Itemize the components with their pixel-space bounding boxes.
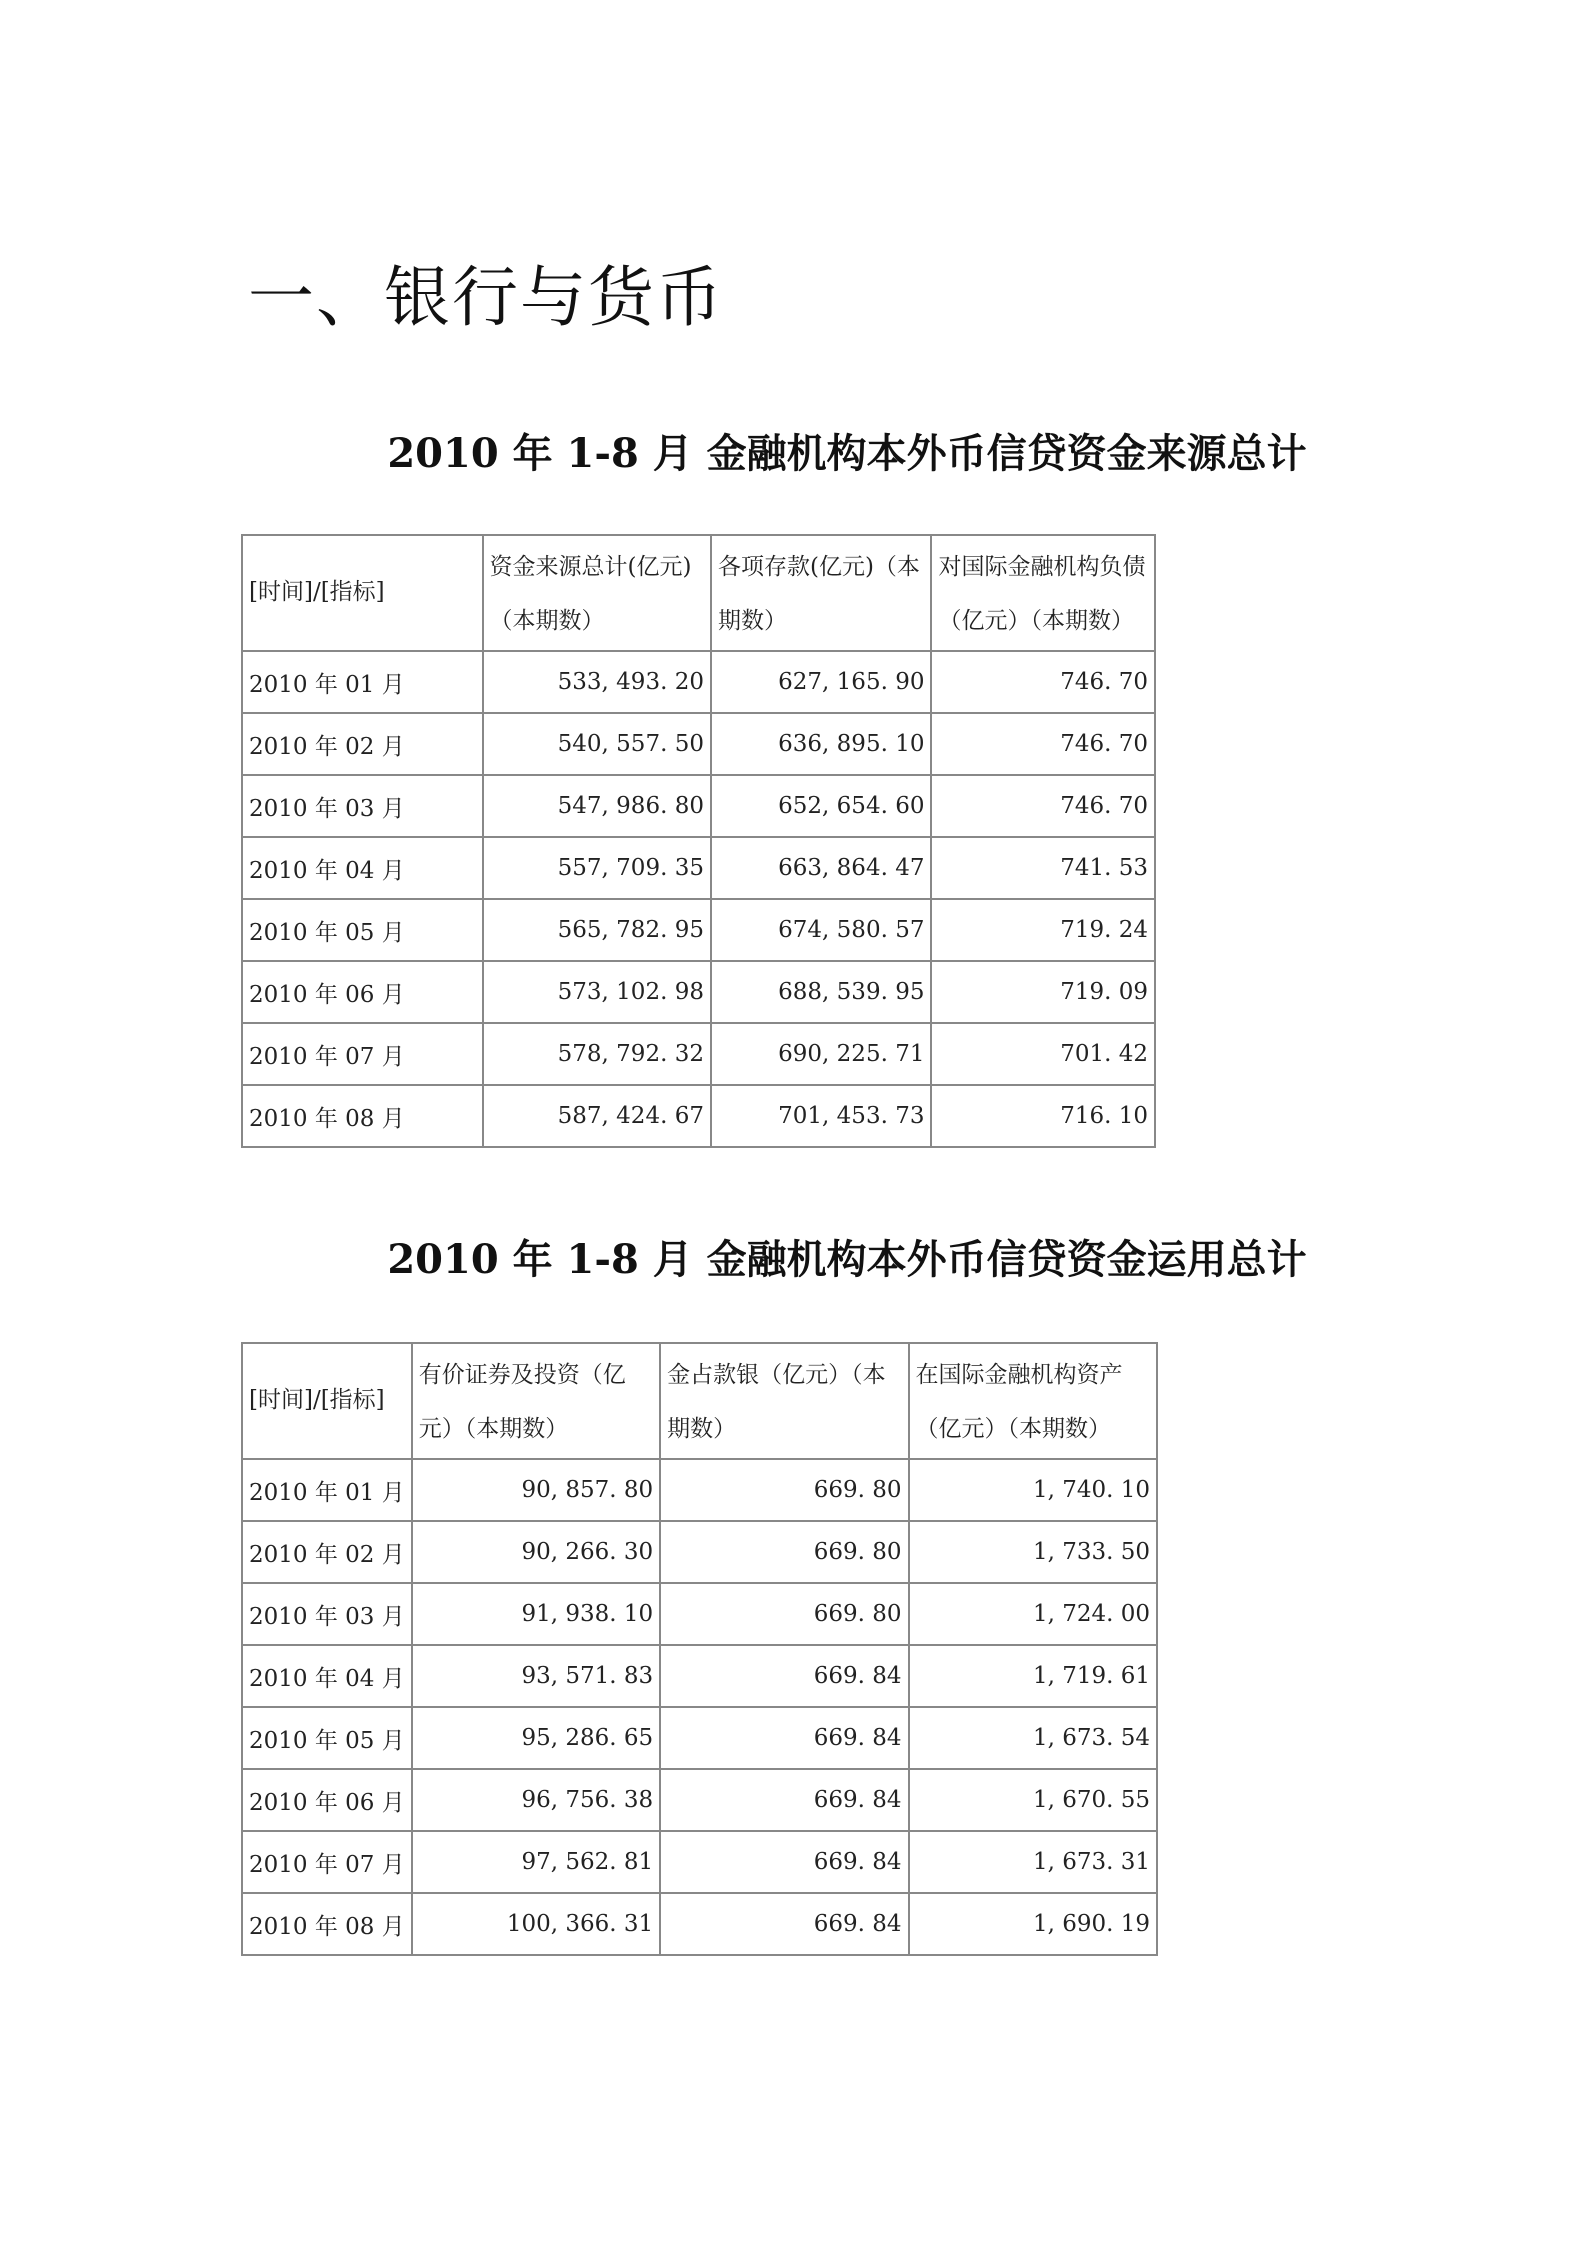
value-cell: 688, 539. 95 [711, 961, 932, 1023]
value-cell: 669. 84 [660, 1831, 908, 1893]
sources-table [241, 534, 1156, 1148]
table-row [242, 1831, 1157, 1893]
table-row [242, 961, 1155, 1023]
value-cell: 90, 266. 30 [412, 1521, 660, 1583]
value-cell: 565, 782. 95 [483, 899, 711, 961]
value-cell: 746. 70 [931, 713, 1155, 775]
value-cell: 719. 24 [931, 899, 1155, 961]
period-cell: 2010 年 07 月 [242, 1023, 483, 1085]
value-cell: 1, 724. 00 [909, 1583, 1157, 1645]
period-cell: 2010 年 06 月 [242, 961, 483, 1023]
value-cell: 1, 670. 55 [909, 1769, 1157, 1831]
period-cell: 2010 年 06 月 [242, 1769, 412, 1831]
period-cell: 2010 年 03 月 [242, 1583, 412, 1645]
value-cell: 97, 562. 81 [412, 1831, 660, 1893]
column-header-intl-liabilities: 对国际金融机构负债（亿元）（本期数） [931, 535, 1155, 651]
value-cell: 627, 165. 90 [711, 651, 932, 713]
value-cell: 674, 580. 57 [711, 899, 932, 961]
value-cell: 93, 571. 83 [412, 1645, 660, 1707]
table-row [242, 1583, 1157, 1645]
value-cell: 1, 740. 10 [909, 1459, 1157, 1521]
table-row [242, 775, 1155, 837]
value-cell: 690, 225. 71 [711, 1023, 932, 1085]
value-cell: 636, 895. 10 [711, 713, 932, 775]
column-header-total-sources: 资金来源总计(亿元)（本期数） [483, 535, 711, 651]
value-cell: 1, 690. 19 [909, 1893, 1157, 1955]
value-cell: 669. 80 [660, 1521, 908, 1583]
value-cell: 1, 673. 54 [909, 1707, 1157, 1769]
table-header-row [242, 535, 1155, 651]
sources-table-title: 2010 年 1-8 月 金融机构本外币信贷资金来源总计 [387, 430, 1307, 477]
table-row [242, 651, 1155, 713]
period-cell: 2010 年 01 月 [242, 1459, 412, 1521]
value-cell: 540, 557. 50 [483, 713, 711, 775]
value-cell: 1, 719. 61 [909, 1645, 1157, 1707]
table-row [242, 1459, 1157, 1521]
period-cell: 2010 年 07 月 [242, 1831, 412, 1893]
value-cell: 746. 70 [931, 775, 1155, 837]
value-cell: 100, 366. 31 [412, 1893, 660, 1955]
table-row [242, 1085, 1155, 1147]
value-cell: 701, 453. 73 [711, 1085, 932, 1147]
value-cell: 557, 709. 35 [483, 837, 711, 899]
column-header-intl-assets: 在国际金融机构资产（亿元）（本期数） [909, 1343, 1157, 1459]
value-cell: 716. 10 [931, 1085, 1155, 1147]
value-cell: 533, 493. 20 [483, 651, 711, 713]
value-cell: 652, 654. 60 [711, 775, 932, 837]
table-row [242, 1769, 1157, 1831]
value-cell: 1, 733. 50 [909, 1521, 1157, 1583]
value-cell: 669. 84 [660, 1707, 908, 1769]
period-cell: 2010 年 02 月 [242, 713, 483, 775]
column-header-period: [时间]/[指标] [242, 535, 483, 651]
value-cell: 669. 84 [660, 1645, 908, 1707]
period-cell: 2010 年 08 月 [242, 1893, 412, 1955]
value-cell: 578, 792. 32 [483, 1023, 711, 1085]
table-row [242, 1023, 1155, 1085]
period-cell: 2010 年 04 月 [242, 1645, 412, 1707]
value-cell: 669. 80 [660, 1583, 908, 1645]
column-header-securities: 有价证券及投资（亿元）（本期数） [412, 1343, 660, 1459]
period-cell: 2010 年 04 月 [242, 837, 483, 899]
value-cell: 95, 286. 65 [412, 1707, 660, 1769]
uses-table [241, 1342, 1158, 1956]
uses-table-title: 2010 年 1-8 月 金融机构本外币信贷资金运用总计 [387, 1236, 1307, 1283]
period-cell: 2010 年 01 月 [242, 651, 483, 713]
value-cell: 669. 84 [660, 1769, 908, 1831]
table-header-row [242, 1343, 1157, 1459]
table-row [242, 713, 1155, 775]
period-cell: 2010 年 05 月 [242, 1707, 412, 1769]
period-cell: 2010 年 03 月 [242, 775, 483, 837]
period-cell: 2010 年 02 月 [242, 1521, 412, 1583]
period-cell: 2010 年 08 月 [242, 1085, 483, 1147]
table-row [242, 1645, 1157, 1707]
value-cell: 701. 42 [931, 1023, 1155, 1085]
value-cell: 663, 864. 47 [711, 837, 932, 899]
period-cell: 2010 年 05 月 [242, 899, 483, 961]
table-row [242, 899, 1155, 961]
value-cell: 669. 80 [660, 1459, 908, 1521]
value-cell: 587, 424. 67 [483, 1085, 711, 1147]
value-cell: 90, 857. 80 [412, 1459, 660, 1521]
value-cell: 719. 09 [931, 961, 1155, 1023]
column-header-period: [时间]/[指标] [242, 1343, 412, 1459]
value-cell: 96, 756. 38 [412, 1769, 660, 1831]
table-row [242, 1707, 1157, 1769]
table-row [242, 1521, 1157, 1583]
column-header-gold-funds: 金占款银（亿元）（本期数） [660, 1343, 908, 1459]
value-cell: 547, 986. 80 [483, 775, 711, 837]
column-header-deposits: 各项存款(亿元)（本期数） [711, 535, 932, 651]
value-cell: 669. 84 [660, 1893, 908, 1955]
page-heading: 一、银行与货币 [248, 259, 724, 336]
value-cell: 741. 53 [931, 837, 1155, 899]
table-row [242, 837, 1155, 899]
value-cell: 1, 673. 31 [909, 1831, 1157, 1893]
value-cell: 746. 70 [931, 651, 1155, 713]
table-row [242, 1893, 1157, 1955]
value-cell: 91, 938. 10 [412, 1583, 660, 1645]
value-cell: 573, 102. 98 [483, 961, 711, 1023]
